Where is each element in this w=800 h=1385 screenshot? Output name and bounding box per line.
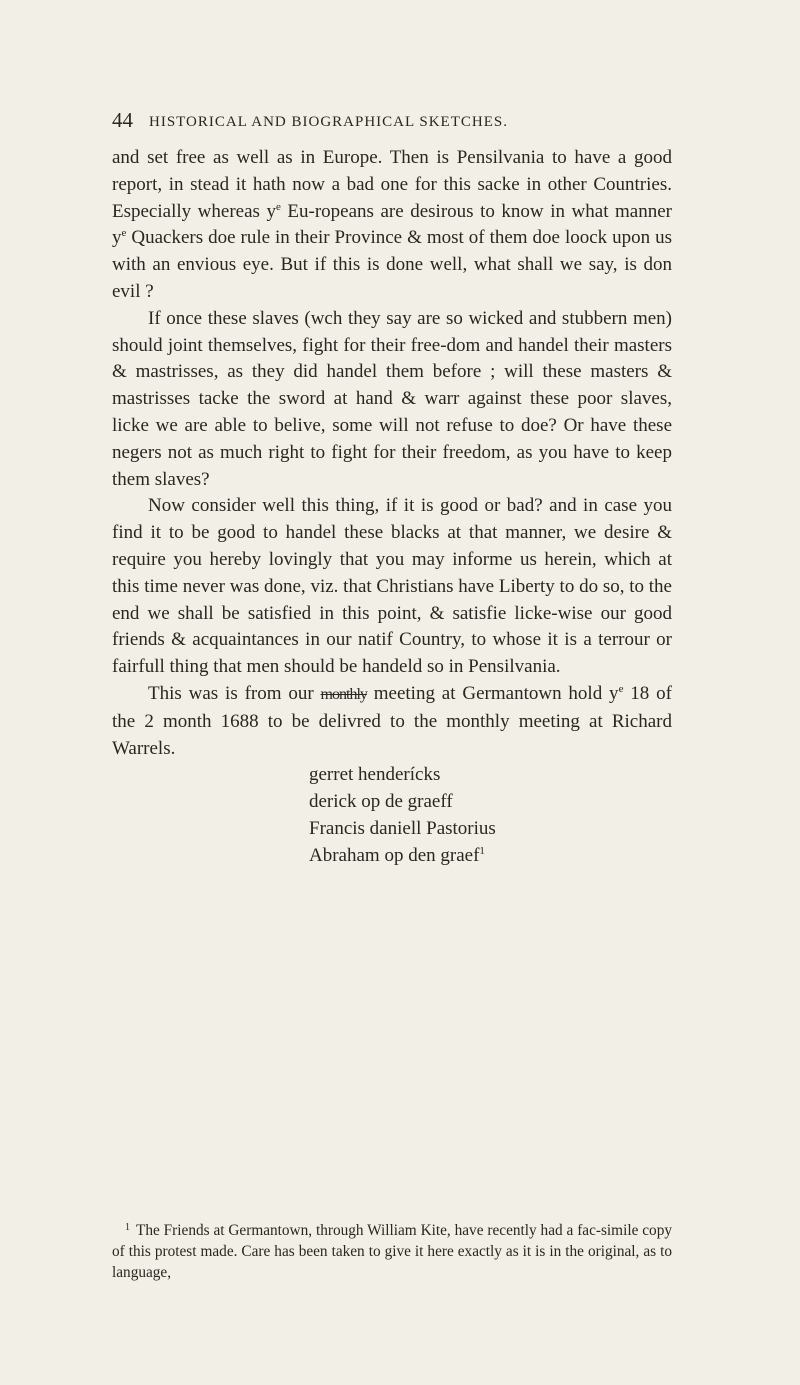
running-head	[112, 108, 672, 136]
signature-4	[309, 843, 672, 870]
paragraph-2: If once these slaves (wch they say are so wicked and stubbern men) should joint themselves, fight for their free-dom and handel their masters & mastrisses, as they did handel them before ; will these masters & mastrisses tacke the sword at hand & warr against these poor slaves, licke we are able to belive, some will not refuse to doe? Or have these negers not as much right to fight for their freedom, as you have to keep them slaves?	[112, 307, 672, 490]
paragraph-4	[112, 681, 672, 762]
signature-4-text: Abraham op den graef	[309, 844, 480, 866]
paragraph-1-part-a: and set free as well as in Europe. Then is Pensilvania to have a good report, in stead it hath now a bad one for this sacke in other Countries. Especially whereas y	[112, 147, 672, 222]
footnote-text: The Friends at Germantown, through William Kite, have recently had a fac-simile copy of this protest made. Care has been taken to give it here exactly as it is in the original, as to language,	[112, 1222, 672, 1281]
signature-2: derick op de graeff	[309, 791, 453, 813]
superscript-e: e	[275, 200, 281, 213]
body-text	[112, 145, 672, 870]
footnote	[112, 1220, 672, 1283]
page-number: 44	[112, 108, 133, 132]
footnote-paragraph	[112, 1220, 672, 1283]
signature-list	[112, 762, 672, 869]
running-title: HISTORICAL AND BIOGRAPHICAL SKETCHES.	[149, 114, 508, 130]
struck-word: monthly	[320, 685, 367, 703]
paragraph-3: Now consider well this thing, if it is good or bad? and in case you find it to be good to handel these blacks at that manner, we desire & require you hereby lovingly that you may informe us herein, which at this time never was done, viz. that Christians have Liberty to do so, to the end we shall be satisfied in this point, & satisfie licke-wise our good friends & acquaintances in our natif Country, to whose it is a terrour or fairfull thing that men should be handeld so in Pensilvania.	[112, 495, 672, 678]
paragraph-1	[112, 145, 672, 306]
footnote-mark: 1	[125, 1222, 130, 1233]
superscript-e: e	[618, 682, 624, 695]
superscript-e: e	[121, 227, 127, 240]
paragraph-1-part-c: Quackers doe rule in their Province & most of them doe loock upon us with an envious eye. But if this is done well, what shall we say, is don evil ?	[112, 227, 672, 302]
paragraph-4-part-b: meeting at Germantown hold y	[366, 682, 619, 704]
footnote-reference: 1	[479, 844, 485, 857]
signature-1: gerret henderícks	[309, 764, 441, 786]
paragraph-1-part-b: Eu-ropeans are desirous to know in what manner y	[112, 200, 672, 249]
paragraph-4-part-c: 18 of the 2 month 1688 to be delivred to the monthly meeting at Richard Warrels.	[112, 682, 672, 759]
paragraph-4-part-a: This was is from our	[148, 682, 321, 704]
signature-3: Francis daniell Pastorius	[309, 817, 496, 839]
